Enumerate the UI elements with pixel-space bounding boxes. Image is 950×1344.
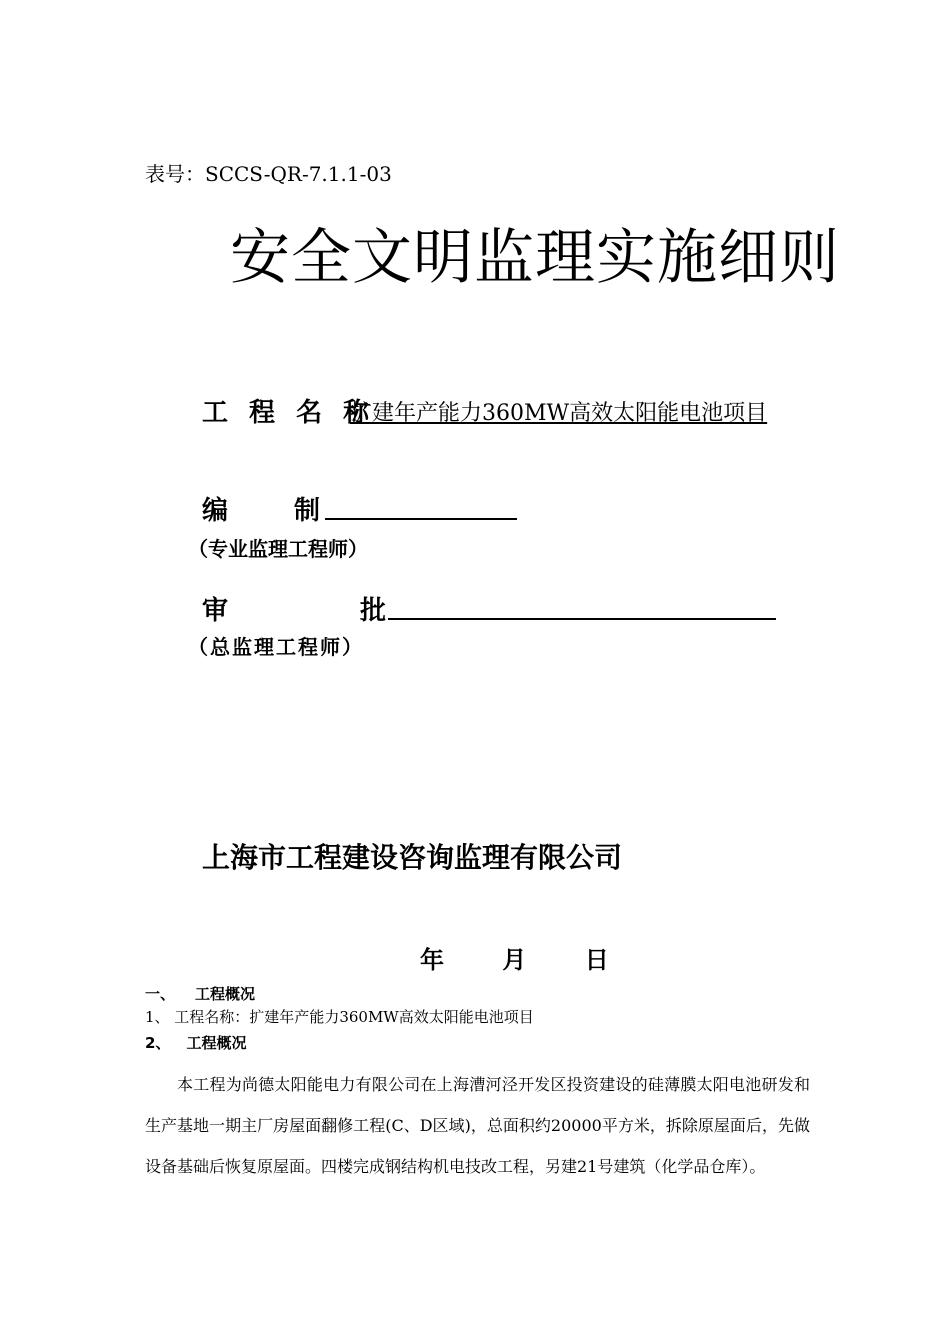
company-name: 上海市工程建设咨询监理有限公司 [202, 841, 623, 874]
project-name-value: 扩建年产能力360MW高效太阳能电池项目 [350, 401, 768, 426]
compile-label-char-1: 编 [202, 496, 229, 526]
section-2-number: 2、 [145, 1034, 171, 1052]
compile-label [202, 490, 322, 527]
compile-label-char-2: 制 [294, 496, 321, 526]
date-month: 月 [502, 946, 527, 974]
section-1-title: 工程概况 [195, 985, 256, 1003]
approve-label-char-2: 批 [360, 596, 387, 626]
date-year: 年 [420, 946, 444, 974]
compile-role: （专业监理工程师） [188, 537, 368, 561]
section-1-heading [145, 983, 255, 1004]
document-title: 安全文明监理实施细则 [230, 223, 840, 293]
form-number: 表号：SCCS-QR-7.1.1-03 [145, 162, 392, 186]
approve-signature-line [388, 618, 776, 620]
date-line [420, 940, 609, 975]
item-1-project-name: 1、 工程名称：扩建年产能力360MW高效太阳能电池项目 [145, 1008, 534, 1026]
compile-signature-line [325, 518, 517, 520]
date-day: 日 [584, 946, 609, 974]
approve-label-char-1: 审 [202, 596, 229, 626]
project-name-label: 工 程 名 称 [202, 398, 376, 428]
approve-role: （总监理工程师） [188, 635, 364, 659]
section-1-number: 一、 [145, 985, 176, 1003]
section-2-title: 工程概况 [186, 1034, 247, 1052]
section-2-heading [145, 1032, 246, 1053]
approve-label [202, 590, 387, 627]
overview-paragraph: 本工程为尚德太阳能电力有限公司在上海漕河泾开发区投资建设的硅薄膜太阳电池研发和生产基地一期主厂房屋面翻修工程(C、D区域)，总面积约20000平方米，拆除原屋面后，先做设备基础后恢复原屋面。四楼完成钢结构机电技改工程，另建21号建筑（化学品仓库）。 [145, 1075, 810, 1176]
